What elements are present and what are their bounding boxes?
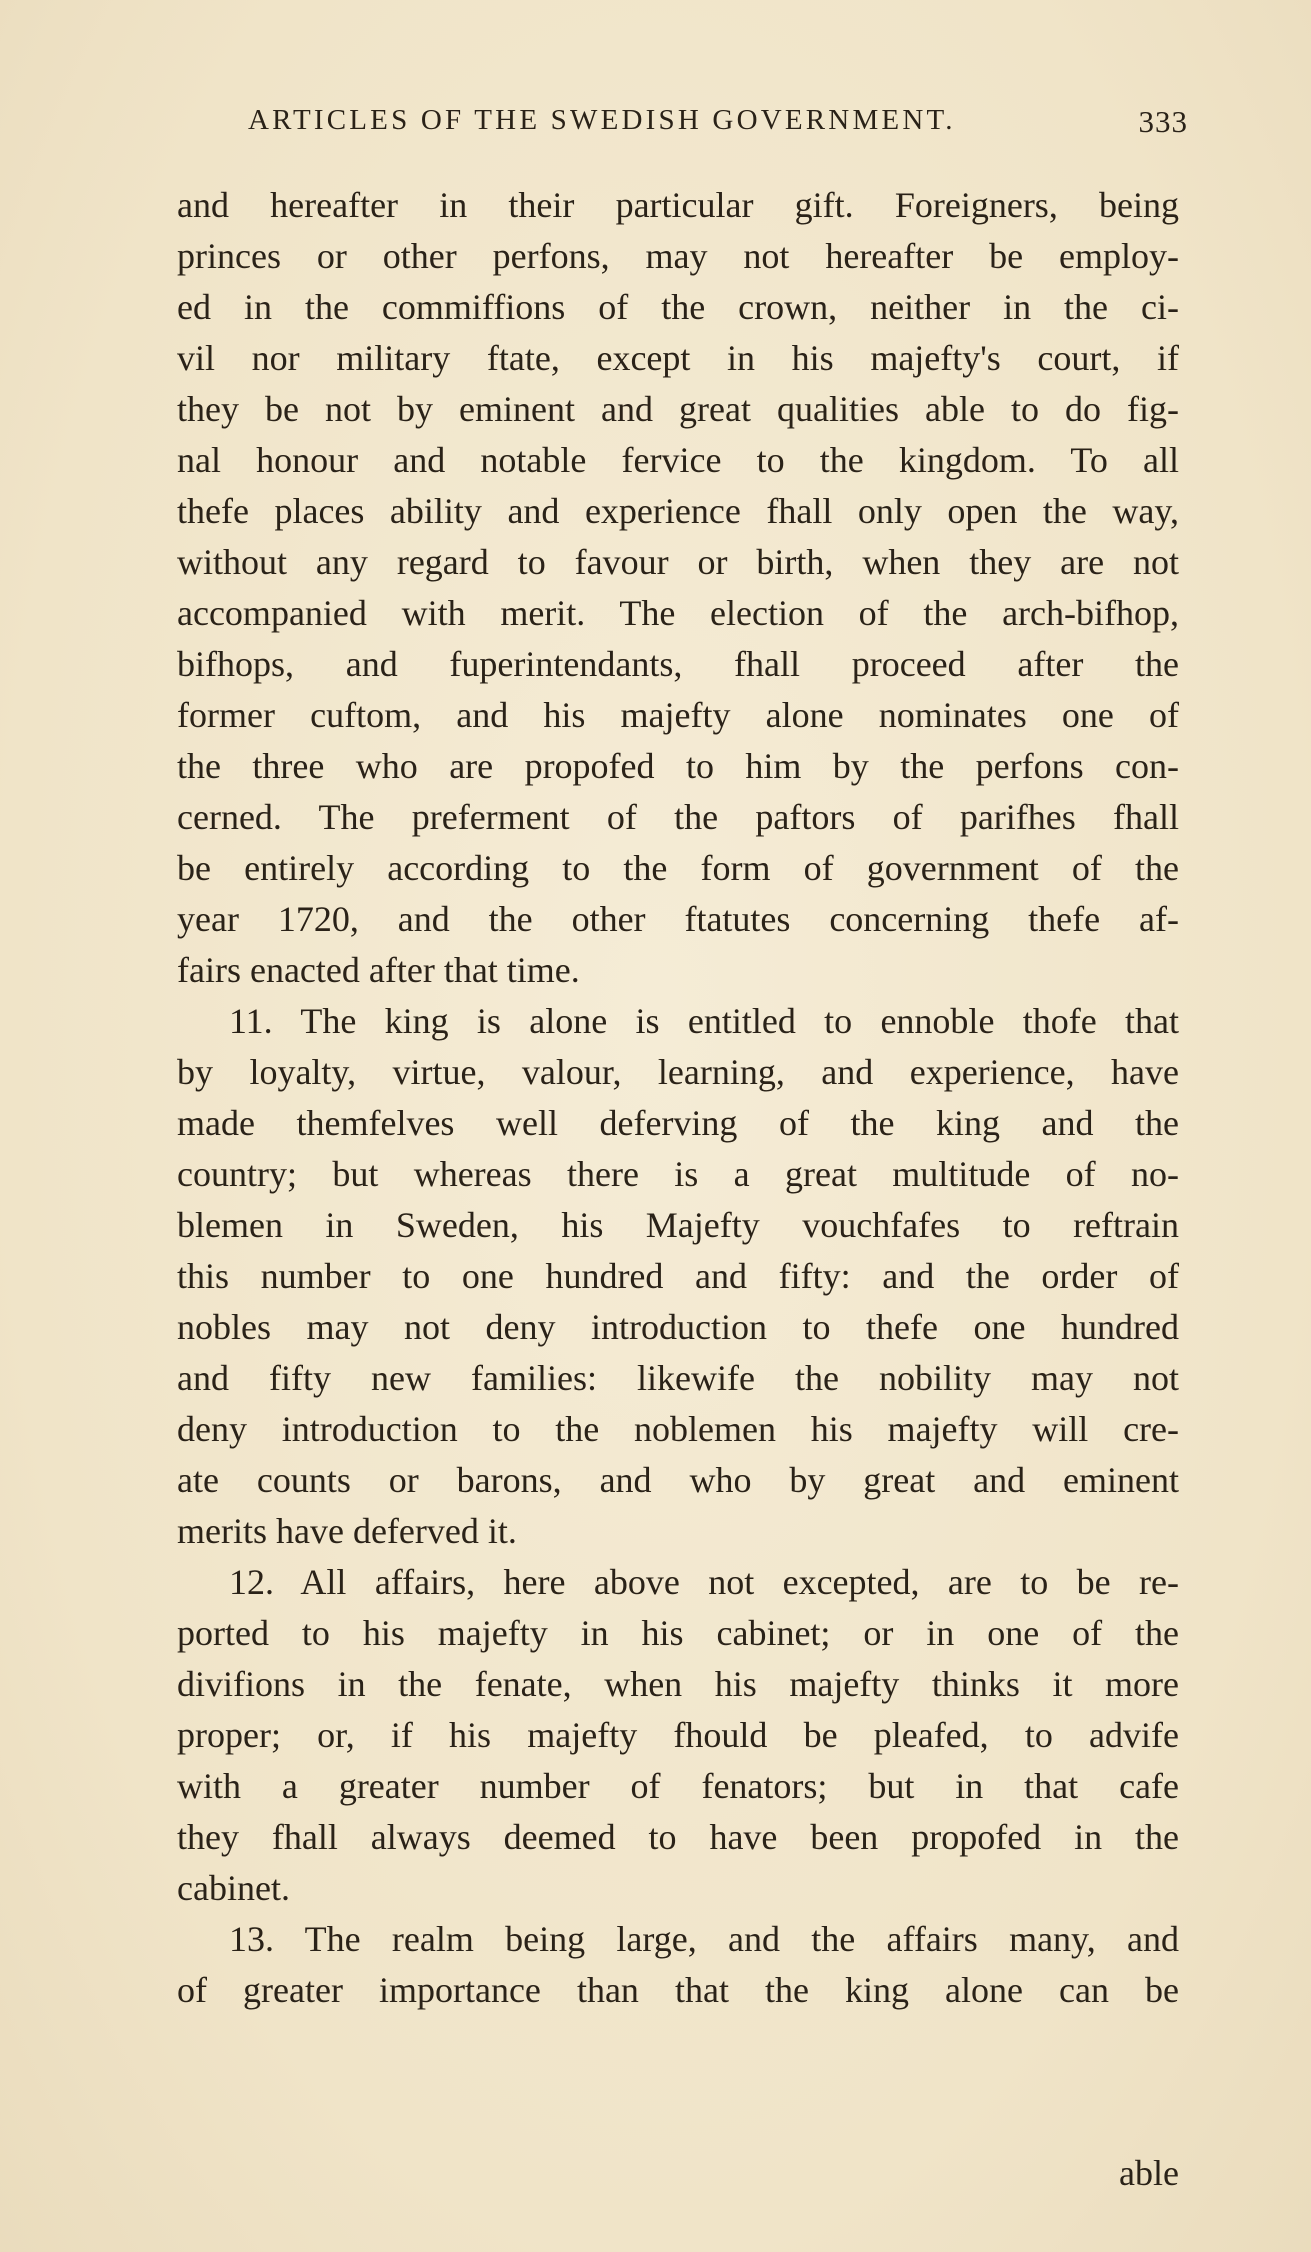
text-line: they be not by eminent and great qualities able to do fig- (177, 389, 1179, 429)
running-head (248, 104, 1188, 144)
text-line: by loyalty, virtue, valour, learning, and experience, have (177, 1052, 1179, 1092)
body-text (177, 180, 1179, 2016)
text-line-paragraph-start: 11. The king is alone is entitled to ennoble thofe that (229, 1001, 1179, 1041)
text-line: of greater importance than that the king alone can be (177, 1970, 1179, 2010)
text-line: year 1720, and the other ftatutes concerning thefe af- (177, 899, 1179, 939)
text-line: they fhall always deemed to have been propofed in the (177, 1817, 1179, 1857)
text-line: thefe places ability and experience fhall only open the way, (177, 491, 1179, 531)
text-line: country; but whereas there is a great multitude of no- (177, 1154, 1179, 1194)
text-line: be entirely according to the form of government of the (177, 848, 1179, 888)
text-line: nobles may not deny introduction to thefe one hundred (177, 1307, 1179, 1347)
text-line: fairs enacted after that time. (177, 950, 580, 990)
text-line: vil nor military ftate, except in his majefty's court, if (177, 338, 1179, 378)
text-line-paragraph-start: 12. All affairs, here above not excepted, are to be re- (229, 1562, 1179, 1602)
text-line-paragraph-start: 13. The realm being large, and the affairs many, and (229, 1919, 1179, 1959)
text-line: with a greater number of fenators; but in that cafe (177, 1766, 1179, 1806)
text-line: nal honour and notable fervice to the kingdom. To all (177, 440, 1179, 480)
text-line: accompanied with merit. The election of the arch-bifhop, (177, 593, 1179, 633)
text-line: ed in the commiffions of the crown, neither in the ci- (177, 287, 1179, 327)
text-line: deny introduction to the noblemen his majefty will cre- (177, 1409, 1179, 1449)
text-line: without any regard to favour or birth, when they are not (177, 542, 1179, 582)
text-line: blemen in Sweden, his Majefty vouchfafes to reftrain (177, 1205, 1179, 1245)
text-line: former cuftom, and his majefty alone nominates one of (177, 695, 1179, 735)
text-line: the three who are propofed to him by the perfons con- (177, 746, 1179, 786)
text-line: made themfelves well deferving of the king and the (177, 1103, 1179, 1143)
text-line: divifions in the fenate, when his majefty thinks it more (177, 1664, 1179, 1704)
text-line: merits have deferved it. (177, 1511, 517, 1551)
text-line: ported to his majefty in his cabinet; or in one of the (177, 1613, 1179, 1653)
text-line: and hereafter in their particular gift. Foreigners, being (177, 185, 1179, 225)
text-line: cabinet. (177, 1868, 290, 1908)
text-line: proper; or, if his majefty fhould be pleafed, to advife (177, 1715, 1179, 1755)
text-line: princes or other perfons, may not hereafter be employ- (177, 236, 1179, 276)
catchword: able (1119, 2153, 1179, 2193)
text-line: this number to one hundred and fifty: and the order of (177, 1256, 1179, 1296)
running-head-title: ARTICLES OF THE SWEDISH GOVERNMENT. (248, 104, 956, 136)
text-line: ate counts or barons, and who by great and eminent (177, 1460, 1179, 1500)
text-line: and fifty new families: likewife the nobility may not (177, 1358, 1179, 1398)
page-number: 333 (1138, 104, 1188, 139)
text-line: bifhops, and fuperintendants, fhall proceed after the (177, 644, 1179, 684)
text-line: cerned. The preferment of the paftors of parifhes fhall (177, 797, 1179, 837)
